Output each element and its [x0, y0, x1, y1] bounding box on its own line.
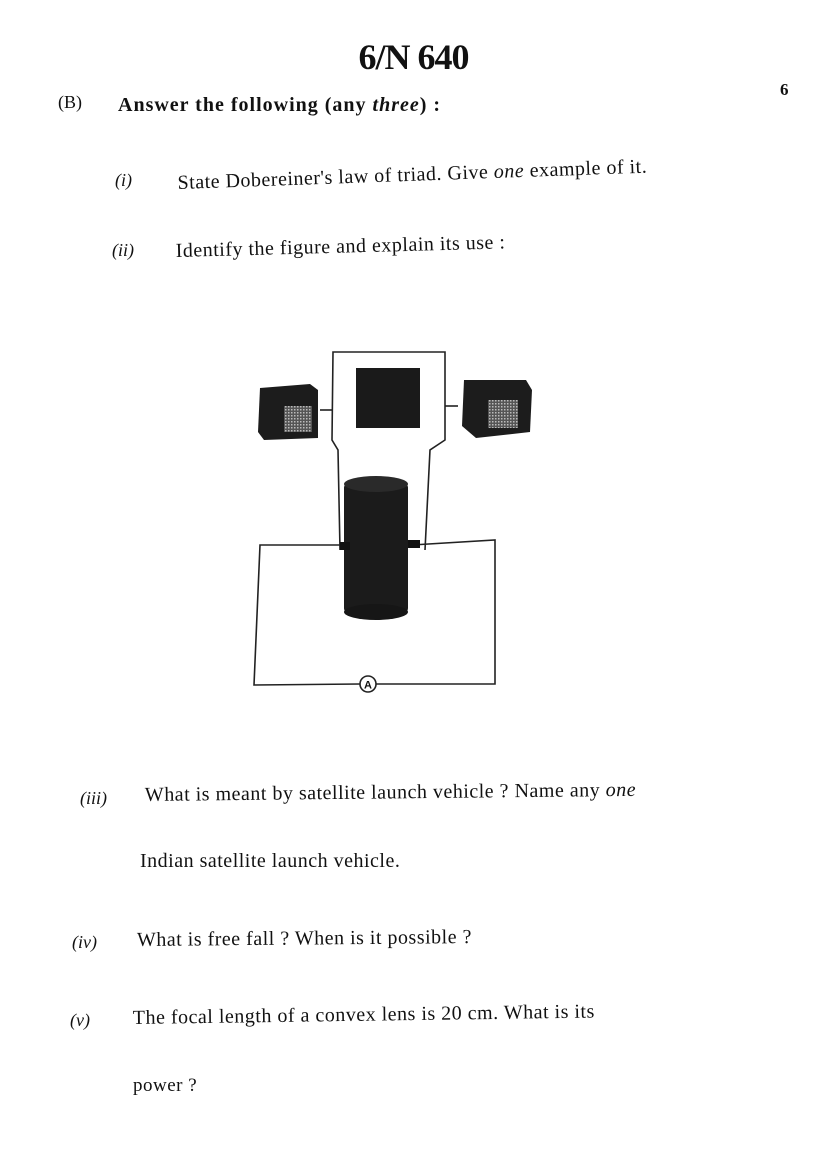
- question-number: (v): [70, 1010, 90, 1030]
- question-number: (i): [115, 170, 132, 190]
- question-text-line2: Indian satellite launch vehicle.: [140, 850, 401, 872]
- question-text-line2: power ?: [133, 1075, 198, 1096]
- question-text: The focal length of a convex lens is 20 cm. What is its: [132, 1000, 595, 1030]
- question-text: What is free fall ? When is it possible ?: [136, 926, 473, 952]
- right-magnet: [462, 380, 532, 438]
- question-number: (iii): [80, 788, 107, 808]
- question-number: (iv): [72, 932, 97, 952]
- section-label: (B): [58, 92, 82, 112]
- ammeter-symbol: [360, 676, 376, 692]
- question-number: (ii): [112, 240, 134, 260]
- question-text: State Dobereiner's law of triad. Give one example of it.: [177, 155, 648, 195]
- section-instruction: Answer the following (any three) :: [118, 94, 442, 116]
- motor-figure: [240, 340, 550, 710]
- question-text: What is meant by satellite launch vehicle ? Name any one: [144, 778, 637, 807]
- commutator-cylinder: [340, 476, 420, 620]
- page-number: 6: [780, 80, 789, 99]
- magnet-block: [356, 368, 420, 428]
- paper-code: 6/N 640: [358, 37, 469, 77]
- question-text: Identify the figure and explain its use :: [175, 231, 506, 263]
- ammeter-label: A: [364, 679, 372, 692]
- left-magnet: [258, 384, 318, 440]
